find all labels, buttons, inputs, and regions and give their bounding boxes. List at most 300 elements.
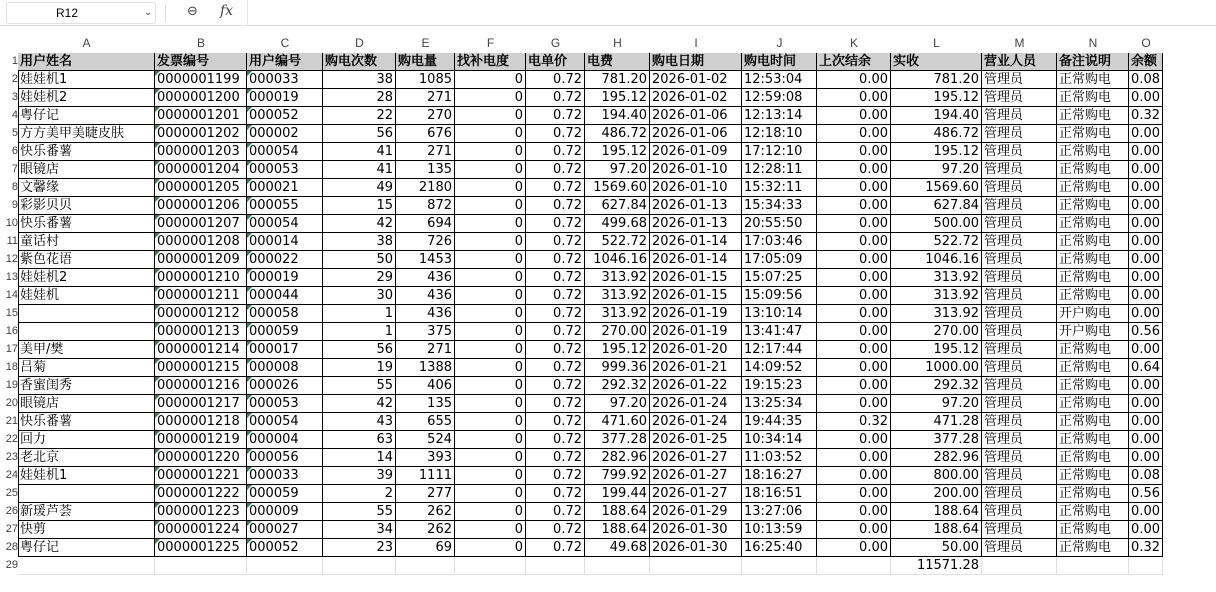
table-cell[interactable]: 管理员 <box>982 413 1057 431</box>
table-cell[interactable]: 0.00 <box>817 431 891 449</box>
table-cell[interactable]: 16:25:40 <box>742 539 817 557</box>
table-cell[interactable]: 快乐番薯 <box>18 413 155 431</box>
table-cell[interactable]: 0.00 <box>1129 143 1163 161</box>
column-header-C[interactable]: C <box>280 36 290 50</box>
table-cell[interactable]: 0 <box>455 107 526 125</box>
table-cell[interactable]: 管理员 <box>982 395 1057 413</box>
table-cell[interactable]: 1046.16 <box>585 251 650 269</box>
table-cell[interactable]: 0.00 <box>817 89 891 107</box>
zoom-icon[interactable]: ⊖ <box>187 4 198 19</box>
table-cell[interactable]: 17:12:10 <box>742 143 817 161</box>
column-header-B[interactable]: B <box>196 36 205 50</box>
table-cell[interactable]: 0 <box>455 305 526 323</box>
table-cell[interactable]: 0 <box>455 143 526 161</box>
table-cell[interactable]: 正常购电 <box>1057 251 1129 269</box>
row-number[interactable]: 2 <box>11 73 18 85</box>
table-cell[interactable]: 694 <box>396 215 455 233</box>
table-cell[interactable]: 娃娃机2 <box>18 269 155 287</box>
table-cell[interactable]: 2026-01-06 <box>650 125 742 143</box>
table-cell[interactable]: 000019 <box>247 269 323 287</box>
table-cell[interactable]: 2026-01-10 <box>650 161 742 179</box>
table-cell[interactable]: 97.20 <box>585 161 650 179</box>
column-header-O[interactable]: O <box>1141 36 1151 50</box>
table-cell[interactable]: 0 <box>455 395 526 413</box>
table-cell[interactable]: 471.28 <box>891 413 982 431</box>
table-cell[interactable]: 0 <box>455 485 526 503</box>
header-cell[interactable]: 余额 <box>1129 53 1163 71</box>
table-cell[interactable]: 000019 <box>247 89 323 107</box>
table-cell[interactable]: 282.96 <box>891 449 982 467</box>
column-header-M[interactable]: M <box>1014 36 1025 50</box>
table-cell[interactable]: 正常购电 <box>1057 395 1129 413</box>
table-cell[interactable]: 0.00 <box>1129 89 1163 107</box>
table-cell[interactable]: 17:03:46 <box>742 233 817 251</box>
table-cell[interactable]: 377.28 <box>585 431 650 449</box>
table-cell[interactable]: 0 <box>455 413 526 431</box>
chevron-down-icon[interactable]: ⌄ <box>144 7 153 18</box>
table-cell[interactable]: 0.72 <box>526 161 585 179</box>
table-cell[interactable]: 1046.16 <box>891 251 982 269</box>
table-cell[interactable]: 正常购电 <box>1057 215 1129 233</box>
table-cell[interactable]: 0.00 <box>817 395 891 413</box>
column-header-F[interactable]: F <box>486 36 495 50</box>
table-cell[interactable]: 2026-01-13 <box>650 197 742 215</box>
table-cell[interactable]: 方方美甲美睫皮肤 <box>18 125 155 143</box>
table-cell[interactable]: 管理员 <box>982 197 1057 215</box>
table-cell[interactable]: 97.20 <box>891 395 982 413</box>
table-cell[interactable]: 0.00 <box>1129 287 1163 305</box>
table-cell[interactable]: 2026-01-06 <box>650 107 742 125</box>
table-cell[interactable]: 快乐番薯 <box>18 215 155 233</box>
table-cell[interactable]: 0.00 <box>1129 269 1163 287</box>
table-cell[interactable]: 正常购电 <box>1057 377 1129 395</box>
table-cell[interactable]: 23 <box>323 539 396 557</box>
row-number[interactable]: 8 <box>11 181 18 193</box>
table-cell[interactable]: 313.92 <box>585 287 650 305</box>
table-cell[interactable]: 0.72 <box>526 377 585 395</box>
table-cell[interactable]: 0.56 <box>1129 323 1163 341</box>
table-cell[interactable]: 0000001208 <box>155 233 247 251</box>
table-cell[interactable]: 管理员 <box>982 449 1057 467</box>
table-cell[interactable]: 2026-01-24 <box>650 395 742 413</box>
table-cell[interactable]: 262 <box>396 521 455 539</box>
table-cell[interactable]: 2026-01-30 <box>650 521 742 539</box>
table-cell[interactable]: 292.32 <box>891 377 982 395</box>
table-cell[interactable]: 0.72 <box>526 197 585 215</box>
table-cell[interactable]: 管理员 <box>982 251 1057 269</box>
row-number[interactable]: 12 <box>5 253 18 265</box>
table-cell[interactable]: 正常购电 <box>1057 341 1129 359</box>
table-cell[interactable]: 0 <box>455 341 526 359</box>
empty-cell[interactable] <box>650 557 742 575</box>
table-cell[interactable]: 188.64 <box>891 503 982 521</box>
table-cell[interactable]: 676 <box>396 125 455 143</box>
empty-cell[interactable] <box>742 557 817 575</box>
table-cell[interactable]: 12:59:08 <box>742 89 817 107</box>
table-cell[interactable]: 0.72 <box>526 125 585 143</box>
table-cell[interactable]: 000054 <box>247 215 323 233</box>
table-cell[interactable]: 195.12 <box>585 341 650 359</box>
table-cell[interactable]: 0.00 <box>1129 305 1163 323</box>
empty-cell[interactable] <box>817 557 891 575</box>
row-number[interactable]: 25 <box>5 487 18 499</box>
column-header-L[interactable]: L <box>933 36 940 50</box>
table-cell[interactable]: 1000.00 <box>891 359 982 377</box>
table-cell[interactable]: 0.00 <box>1129 413 1163 431</box>
empty-cell[interactable] <box>155 557 247 575</box>
table-cell[interactable]: 000044 <box>247 287 323 305</box>
table-cell[interactable]: 10:34:14 <box>742 431 817 449</box>
table-cell[interactable]: 19 <box>323 359 396 377</box>
table-cell[interactable]: 12:28:11 <box>742 161 817 179</box>
table-cell[interactable]: 0.08 <box>1129 71 1163 89</box>
header-cell[interactable]: 营业人员 <box>982 53 1057 71</box>
header-cell[interactable]: 发票编号 <box>155 53 247 71</box>
table-cell[interactable]: 15 <box>323 197 396 215</box>
table-cell[interactable]: 0000001215 <box>155 359 247 377</box>
table-cell[interactable]: 0.00 <box>817 107 891 125</box>
table-cell[interactable]: 0000001204 <box>155 161 247 179</box>
table-cell[interactable]: 0.72 <box>526 323 585 341</box>
row-number[interactable]: 23 <box>5 451 18 463</box>
table-cell[interactable]: 471.60 <box>585 413 650 431</box>
table-cell[interactable]: 娃娃机2 <box>18 89 155 107</box>
table-cell[interactable]: 0000001207 <box>155 215 247 233</box>
header-cell[interactable]: 购电时间 <box>742 53 817 71</box>
table-cell[interactable]: 41 <box>323 143 396 161</box>
column-header-J[interactable]: J <box>776 36 783 50</box>
table-cell[interactable]: 262 <box>396 503 455 521</box>
table-cell[interactable]: 313.92 <box>891 269 982 287</box>
table-cell[interactable] <box>18 485 155 503</box>
table-cell[interactable]: 188.64 <box>585 521 650 539</box>
table-cell[interactable]: 2 <box>323 485 396 503</box>
table-cell[interactable]: 管理员 <box>982 215 1057 233</box>
table-cell[interactable]: 000058 <box>247 305 323 323</box>
row-number[interactable]: 7 <box>11 163 18 175</box>
table-cell[interactable]: 0.72 <box>526 341 585 359</box>
table-cell[interactable]: 0000001223 <box>155 503 247 521</box>
table-cell[interactable]: 39 <box>323 467 396 485</box>
table-cell[interactable]: 1388 <box>396 359 455 377</box>
table-cell[interactable]: 999.36 <box>585 359 650 377</box>
table-cell[interactable]: 56 <box>323 341 396 359</box>
table-cell[interactable]: 2026-01-14 <box>650 251 742 269</box>
table-cell[interactable]: 0000001219 <box>155 431 247 449</box>
table-cell[interactable]: 17:05:09 <box>742 251 817 269</box>
table-cell[interactable]: 2026-01-27 <box>650 449 742 467</box>
table-cell[interactable]: 34 <box>323 521 396 539</box>
table-cell[interactable]: 22 <box>323 107 396 125</box>
table-cell[interactable]: 新瑗芦荟 <box>18 503 155 521</box>
table-cell[interactable]: 2026-01-22 <box>650 377 742 395</box>
table-cell[interactable]: 000052 <box>247 107 323 125</box>
table-cell[interactable]: 282.96 <box>585 449 650 467</box>
table-cell[interactable]: 眼镜店 <box>18 161 155 179</box>
table-cell[interactable]: 486.72 <box>585 125 650 143</box>
table-cell[interactable]: 000054 <box>247 143 323 161</box>
table-cell[interactable]: 0.00 <box>1129 431 1163 449</box>
table-cell[interactable]: 29 <box>323 269 396 287</box>
table-cell[interactable]: 0 <box>455 521 526 539</box>
table-cell[interactable]: 0.32 <box>1129 107 1163 125</box>
column-header-D[interactable]: D <box>355 36 364 50</box>
table-cell[interactable]: 0.72 <box>526 71 585 89</box>
table-cell[interactable]: 313.92 <box>891 287 982 305</box>
table-cell[interactable]: 50 <box>323 251 396 269</box>
table-cell[interactable]: 0.00 <box>817 341 891 359</box>
table-cell[interactable]: 2026-01-19 <box>650 323 742 341</box>
table-cell[interactable]: 快乐番薯 <box>18 143 155 161</box>
table-cell[interactable]: 0 <box>455 539 526 557</box>
table-cell[interactable]: 0.00 <box>817 179 891 197</box>
table-cell[interactable]: 2026-01-25 <box>650 431 742 449</box>
table-cell[interactable]: 11:03:52 <box>742 449 817 467</box>
table-cell[interactable]: 管理员 <box>982 89 1057 107</box>
table-cell[interactable]: 799.92 <box>585 467 650 485</box>
table-cell[interactable]: 522.72 <box>891 233 982 251</box>
row-number[interactable]: 10 <box>5 217 18 229</box>
table-cell[interactable]: 000014 <box>247 233 323 251</box>
table-cell[interactable]: 0.00 <box>817 143 891 161</box>
table-cell[interactable]: 38 <box>323 233 396 251</box>
table-cell[interactable]: 0.72 <box>526 485 585 503</box>
table-cell[interactable]: 12:53:04 <box>742 71 817 89</box>
table-cell[interactable]: 0 <box>455 359 526 377</box>
table-cell[interactable]: 管理员 <box>982 323 1057 341</box>
table-cell[interactable]: 14:09:52 <box>742 359 817 377</box>
table-cell[interactable]: 文馨缘 <box>18 179 155 197</box>
table-cell[interactable]: 20:55:50 <box>742 215 817 233</box>
table-cell[interactable]: 0000001221 <box>155 467 247 485</box>
column-header-H[interactable]: H <box>613 36 622 50</box>
table-cell[interactable]: 0.72 <box>526 467 585 485</box>
table-cell[interactable]: 14 <box>323 449 396 467</box>
table-cell[interactable]: 377.28 <box>891 431 982 449</box>
column-header-G[interactable]: G <box>550 36 561 50</box>
table-cell[interactable]: 0.72 <box>526 413 585 431</box>
table-cell[interactable]: 正常购电 <box>1057 161 1129 179</box>
table-cell[interactable]: 0 <box>455 197 526 215</box>
table-cell[interactable]: 0000001217 <box>155 395 247 413</box>
table-cell[interactable]: 1569.60 <box>891 179 982 197</box>
table-cell[interactable]: 0.32 <box>817 413 891 431</box>
table-cell[interactable]: 486.72 <box>891 125 982 143</box>
table-cell[interactable]: 0.00 <box>817 161 891 179</box>
header-cell[interactable]: 购电量 <box>396 53 455 71</box>
table-cell[interactable]: 0000001211 <box>155 287 247 305</box>
table-cell[interactable]: 0.72 <box>526 431 585 449</box>
empty-cell[interactable] <box>1057 557 1129 575</box>
table-cell[interactable]: 42 <box>323 395 396 413</box>
table-cell[interactable] <box>18 323 155 341</box>
table-cell[interactable]: 正常购电 <box>1057 89 1129 107</box>
header-cell[interactable]: 电单价 <box>526 53 585 71</box>
table-cell[interactable]: 0.00 <box>1129 197 1163 215</box>
row-number[interactable]: 14 <box>5 289 18 301</box>
table-cell[interactable]: 375 <box>396 323 455 341</box>
table-cell[interactable]: 0000001203 <box>155 143 247 161</box>
table-cell[interactable]: 2026-01-14 <box>650 233 742 251</box>
table-cell[interactable]: 200.00 <box>891 485 982 503</box>
table-cell[interactable]: 0 <box>455 431 526 449</box>
table-cell[interactable]: 50.00 <box>891 539 982 557</box>
table-cell[interactable]: 0.64 <box>1129 359 1163 377</box>
name-box[interactable] <box>6 2 156 24</box>
table-cell[interactable]: 管理员 <box>982 305 1057 323</box>
table-cell[interactable]: 老北京 <box>18 449 155 467</box>
column-header-A[interactable]: A <box>82 36 91 50</box>
table-cell[interactable]: 135 <box>396 161 455 179</box>
row-number[interactable]: 13 <box>5 271 18 283</box>
table-cell[interactable]: 436 <box>396 305 455 323</box>
table-cell[interactable]: 0 <box>455 467 526 485</box>
table-cell[interactable]: 000059 <box>247 485 323 503</box>
table-cell[interactable]: 1111 <box>396 467 455 485</box>
table-cell[interactable]: 2026-01-02 <box>650 71 742 89</box>
table-cell[interactable]: 0000001220 <box>155 449 247 467</box>
table-cell[interactable]: 正常购电 <box>1057 143 1129 161</box>
table-cell[interactable]: 0.72 <box>526 233 585 251</box>
table-cell[interactable]: 管理员 <box>982 341 1057 359</box>
empty-cell[interactable] <box>1129 557 1163 575</box>
table-cell[interactable]: 56 <box>323 125 396 143</box>
table-cell[interactable]: 正常购电 <box>1057 71 1129 89</box>
table-cell[interactable]: 0.00 <box>817 269 891 287</box>
table-cell[interactable]: 正常购电 <box>1057 125 1129 143</box>
table-cell[interactable]: 188.64 <box>585 503 650 521</box>
table-cell[interactable]: 0.00 <box>1129 341 1163 359</box>
table-cell[interactable]: 2026-01-21 <box>650 359 742 377</box>
table-cell[interactable]: 0.72 <box>526 521 585 539</box>
table-cell[interactable]: 55 <box>323 377 396 395</box>
table-cell[interactable]: 管理员 <box>982 107 1057 125</box>
row-number[interactable]: 15 <box>5 307 18 319</box>
table-cell[interactable]: 436 <box>396 287 455 305</box>
table-cell[interactable]: 0.00 <box>1129 521 1163 539</box>
table-cell[interactable]: 0.00 <box>1129 215 1163 233</box>
table-cell[interactable]: 吕菊 <box>18 359 155 377</box>
table-cell[interactable]: 41 <box>323 161 396 179</box>
table-cell[interactable]: 872 <box>396 197 455 215</box>
table-cell[interactable]: 0.00 <box>817 287 891 305</box>
table-cell[interactable]: 童话村 <box>18 233 155 251</box>
table-cell[interactable]: 0.72 <box>526 107 585 125</box>
table-cell[interactable]: 管理员 <box>982 467 1057 485</box>
table-cell[interactable]: 0.00 <box>817 233 891 251</box>
table-cell[interactable]: 香蜜闺秀 <box>18 377 155 395</box>
table-cell[interactable]: 313.92 <box>585 305 650 323</box>
table-cell[interactable]: 0.00 <box>817 521 891 539</box>
table-cell[interactable]: 000004 <box>247 431 323 449</box>
table-cell[interactable]: 0 <box>455 377 526 395</box>
table-cell[interactable]: 2026-01-15 <box>650 269 742 287</box>
table-cell[interactable]: 0.56 <box>1129 485 1163 503</box>
table-cell[interactable]: 0.00 <box>817 485 891 503</box>
table-cell[interactable]: 13:25:34 <box>742 395 817 413</box>
table-cell[interactable]: 0.00 <box>1129 395 1163 413</box>
table-cell[interactable]: 0.00 <box>1129 233 1163 251</box>
table-cell[interactable]: 0000001206 <box>155 197 247 215</box>
table-cell[interactable]: 135 <box>396 395 455 413</box>
table-cell[interactable]: 000053 <box>247 395 323 413</box>
table-cell[interactable]: 10:13:59 <box>742 521 817 539</box>
table-cell[interactable]: 1569.60 <box>585 179 650 197</box>
table-cell[interactable]: 000033 <box>247 467 323 485</box>
row-number[interactable]: 17 <box>5 343 18 355</box>
empty-cell[interactable] <box>982 557 1057 575</box>
table-cell[interactable]: 000053 <box>247 161 323 179</box>
table-cell[interactable]: 管理员 <box>982 539 1057 557</box>
table-cell[interactable]: 彩影贝贝 <box>18 197 155 215</box>
table-cell[interactable]: 正常购电 <box>1057 467 1129 485</box>
table-cell[interactable]: 000033 <box>247 71 323 89</box>
table-cell[interactable]: 管理员 <box>982 143 1057 161</box>
table-cell[interactable]: 2180 <box>396 179 455 197</box>
table-cell[interactable]: 1 <box>323 305 396 323</box>
row-number[interactable]: 21 <box>5 415 18 427</box>
table-cell[interactable]: 0.32 <box>1129 539 1163 557</box>
table-cell[interactable]: 0.72 <box>526 539 585 557</box>
table-cell[interactable]: 270 <box>396 107 455 125</box>
row-number[interactable]: 5 <box>11 127 18 139</box>
table-cell[interactable]: 627.84 <box>891 197 982 215</box>
table-cell[interactable]: 2026-01-13 <box>650 215 742 233</box>
table-cell[interactable]: 000022 <box>247 251 323 269</box>
table-cell[interactable]: 0.72 <box>526 179 585 197</box>
table-cell[interactable]: 管理员 <box>982 269 1057 287</box>
table-cell[interactable]: 管理员 <box>982 125 1057 143</box>
table-cell[interactable]: 0000001225 <box>155 539 247 557</box>
table-cell[interactable] <box>18 305 155 323</box>
table-cell[interactable]: 2026-01-15 <box>650 287 742 305</box>
table-cell[interactable]: 277 <box>396 485 455 503</box>
table-cell[interactable]: 406 <box>396 377 455 395</box>
table-cell[interactable]: 199.44 <box>585 485 650 503</box>
table-cell[interactable]: 781.20 <box>585 71 650 89</box>
row-number[interactable]: 1 <box>11 55 18 67</box>
table-cell[interactable]: 43 <box>323 413 396 431</box>
table-cell[interactable]: 19:15:23 <box>742 377 817 395</box>
row-number[interactable]: 26 <box>5 505 18 517</box>
table-cell[interactable]: 0 <box>455 449 526 467</box>
table-cell[interactable]: 49 <box>323 179 396 197</box>
table-cell[interactable]: 管理员 <box>982 431 1057 449</box>
empty-cell[interactable] <box>455 557 526 575</box>
table-cell[interactable]: 管理员 <box>982 161 1057 179</box>
table-cell[interactable]: 194.40 <box>891 107 982 125</box>
row-number[interactable]: 16 <box>5 325 18 337</box>
table-cell[interactable]: 管理员 <box>982 287 1057 305</box>
table-cell[interactable]: 15:09:56 <box>742 287 817 305</box>
table-cell[interactable]: 开户购电 <box>1057 305 1129 323</box>
table-cell[interactable]: 12:13:14 <box>742 107 817 125</box>
table-cell[interactable]: 0.08 <box>1129 467 1163 485</box>
row-number[interactable]: 29 <box>5 559 18 571</box>
table-cell[interactable]: 娃娃机 <box>18 287 155 305</box>
table-cell[interactable]: 正常购电 <box>1057 287 1129 305</box>
table-cell[interactable]: 管理员 <box>982 233 1057 251</box>
table-cell[interactable]: 正常购电 <box>1057 521 1129 539</box>
header-cell[interactable]: 实收 <box>891 53 982 71</box>
table-cell[interactable]: 正常购电 <box>1057 449 1129 467</box>
table-cell[interactable]: 0.00 <box>817 449 891 467</box>
total-cell[interactable]: 11571.28 <box>891 557 982 575</box>
table-cell[interactable]: 0000001200 <box>155 89 247 107</box>
table-cell[interactable]: 0.00 <box>1129 377 1163 395</box>
table-cell[interactable]: 800.00 <box>891 467 982 485</box>
row-number[interactable]: 22 <box>5 433 18 445</box>
